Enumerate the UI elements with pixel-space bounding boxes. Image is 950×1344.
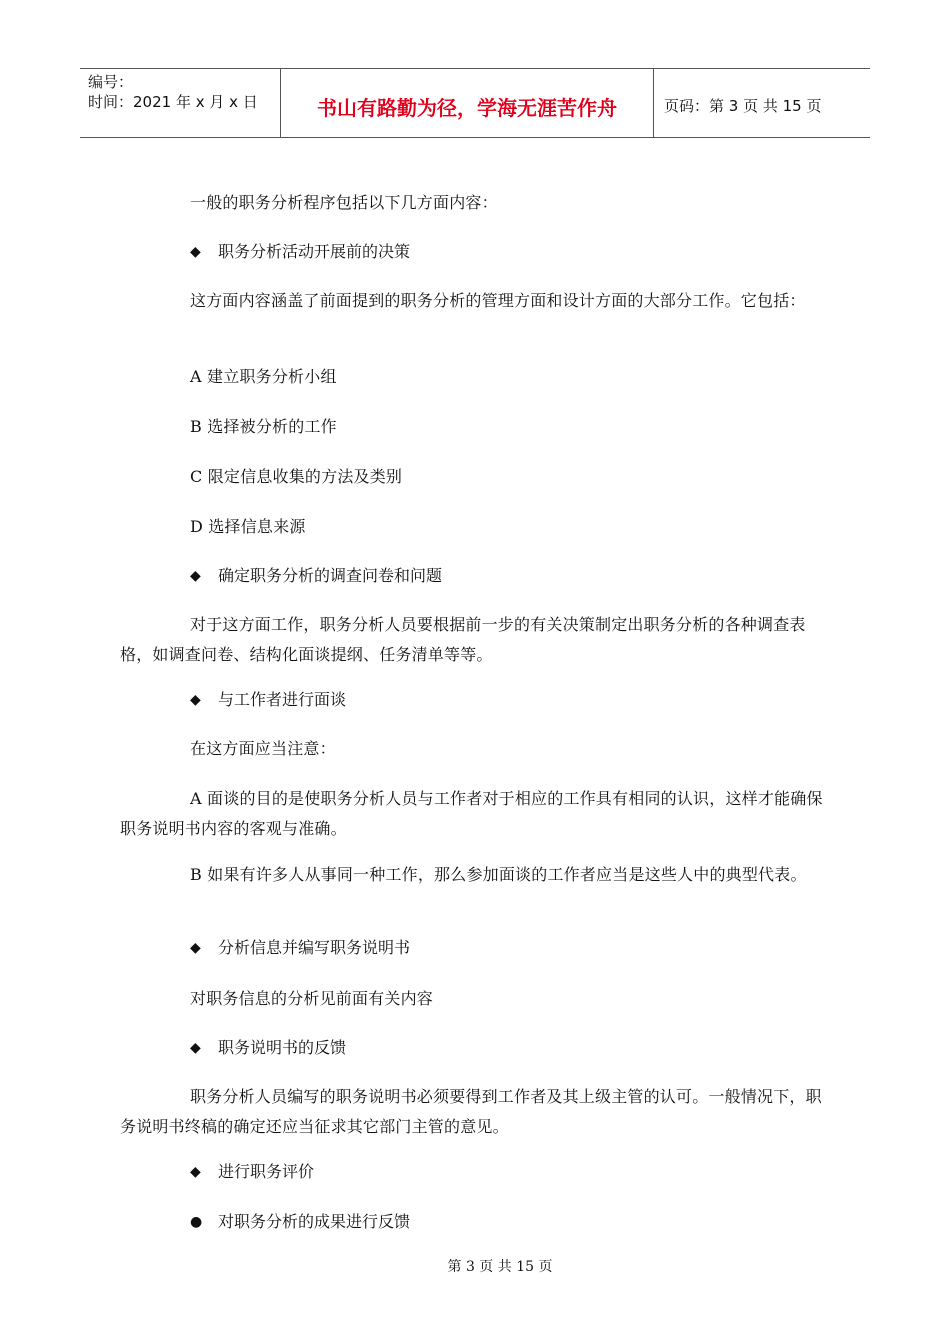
paragraph: 对于这方面工作，职务分析人员要根据前一步的有关决策制定出职务分析的各种调查表格，如调查问卷、结构化面谈提纲、任务清单等等。 (120, 615, 806, 664)
circle-bullet-icon: ● (190, 1214, 203, 1230)
page-footer: 第 3 页 共 15 页 (447, 1259, 553, 1275)
bullet-item (190, 1036, 346, 1060)
bullet-text: 确定职务分析的调查问卷和问题 (218, 566, 443, 585)
list-item: A 建立职务分析小组 (190, 367, 337, 386)
bullet-text: 对职务分析的成果进行反馈 (218, 1212, 411, 1231)
diamond-bullet-icon: ◆ (190, 940, 201, 956)
page-header (80, 68, 870, 138)
header-meta (80, 69, 281, 137)
paragraph: 职务分析人员编写的职务说明书必须要得到工作者及其上级主管的认可。一般情况下，职务说明书终稿的确定还应当征求其它部门主管的意见。 (120, 1087, 822, 1136)
paragraph: A 面谈的目的是使职务分析人员与工作者对于相应的工作具有相同的认识，这样才能确保职务说明书内容的客观与准确。 (120, 789, 823, 838)
paragraph: 在这方面应当注意： (190, 739, 336, 758)
list-item: D 选择信息来源 (190, 517, 306, 536)
bullet-item (190, 936, 410, 960)
bullet-text: 职务说明书的反馈 (218, 1038, 347, 1057)
list-item: C 限定信息收集的方法及类别 (190, 467, 403, 486)
bullet-text: 分析信息并编写职务说明书 (218, 938, 411, 957)
bullet-text: 进行职务评价 (218, 1162, 315, 1181)
diamond-bullet-icon: ◆ (190, 568, 201, 584)
date-label: 时间：2021 年 x 月 x 日 (88, 93, 258, 111)
diamond-bullet-icon: ◆ (190, 1040, 201, 1056)
diamond-bullet-icon: ◆ (190, 1164, 201, 1180)
paragraph: 这方面内容涵盖了前面提到的职务分析的管理方面和设计方面的大部分工作。它包括： (190, 291, 806, 310)
diamond-bullet-icon: ◆ (190, 692, 201, 708)
bullet-item (190, 688, 346, 712)
header-motto: 书山有路勤为径，学海无涯苦作舟 (281, 69, 654, 137)
bullet-text: 职务分析活动开展前的决策 (218, 242, 411, 261)
bullet-text: 与工作者进行面谈 (218, 690, 347, 709)
header-page-info: 页码：第 3 页 共 15 页 (664, 96, 822, 115)
number-label: 编号： (88, 73, 134, 91)
bullet-item (190, 1160, 314, 1184)
bullet-item (190, 1210, 410, 1234)
paragraph: 对职务信息的分析见前面有关内容 (190, 989, 434, 1008)
paragraph: B 如果有许多人从事同一种工作，那么参加面谈的工作者应当是这些人中的典型代表。 (190, 865, 807, 884)
intro-paragraph: 一般的职务分析程序包括以下几方面内容： (190, 193, 498, 212)
list-item: B 选择被分析的工作 (190, 417, 337, 436)
bullet-item (190, 240, 410, 264)
diamond-bullet-icon: ◆ (190, 244, 201, 260)
bullet-item (190, 564, 442, 588)
